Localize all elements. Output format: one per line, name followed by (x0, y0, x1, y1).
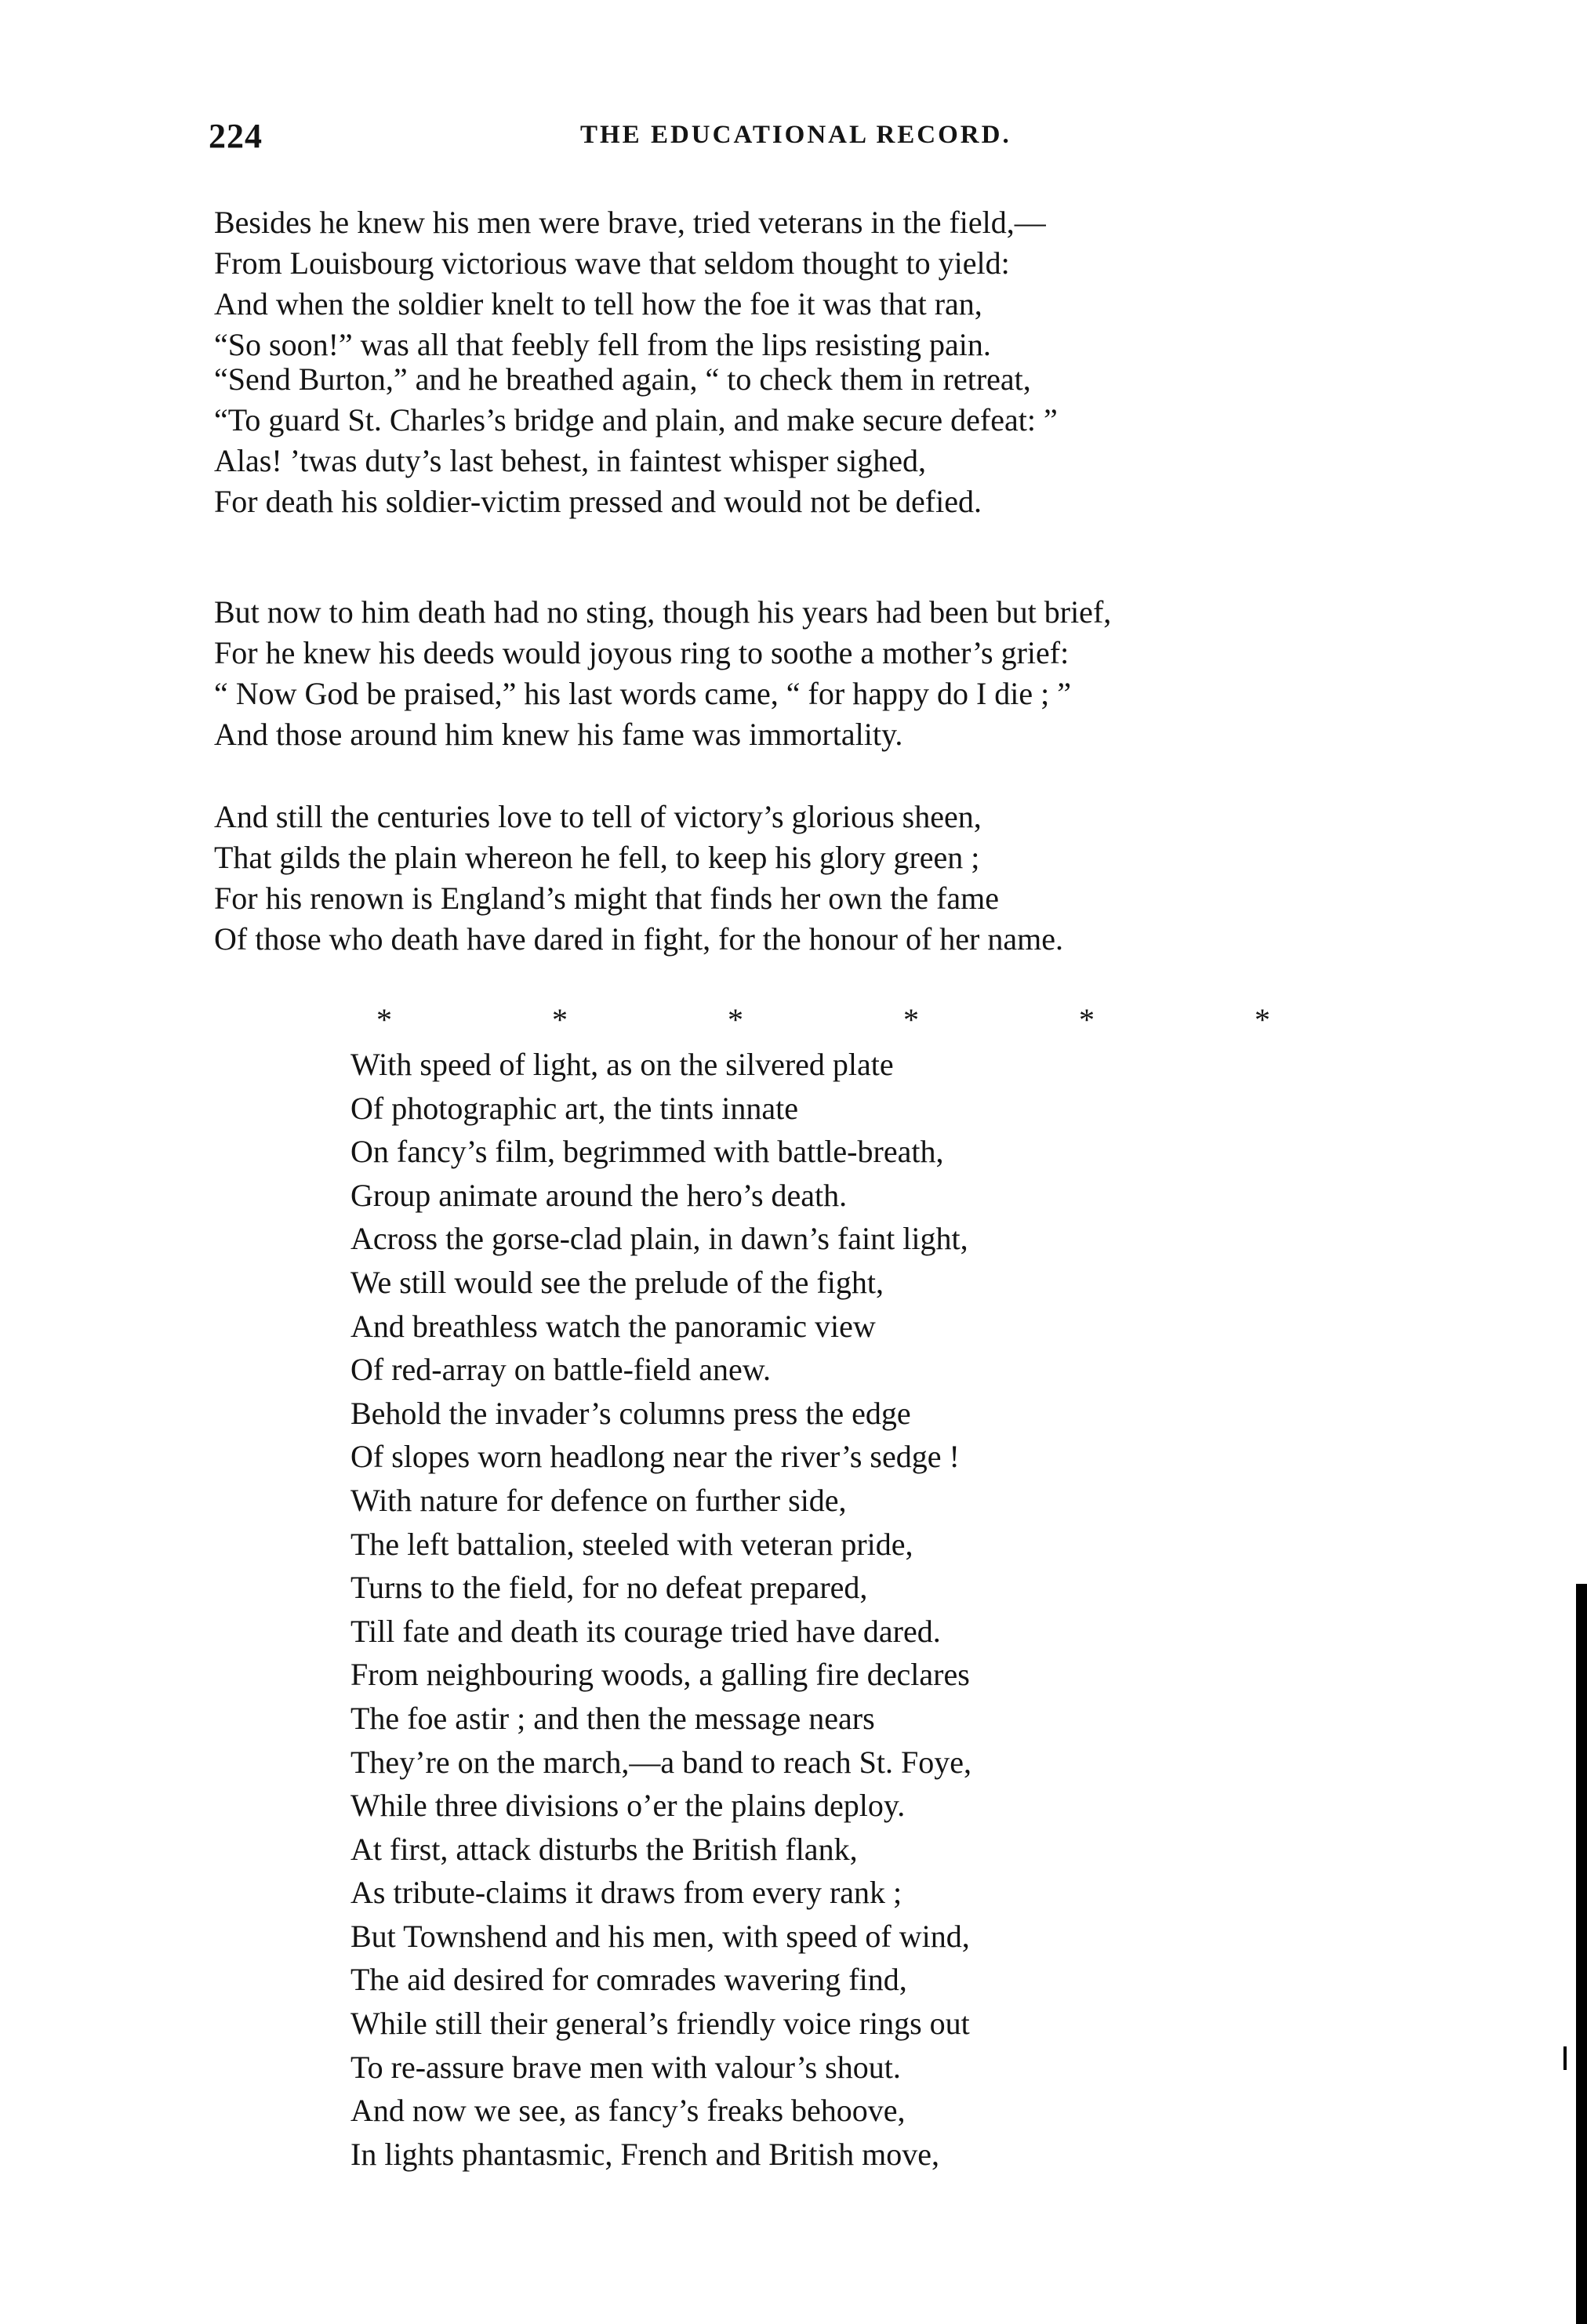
stanza-4 (214, 797, 1437, 960)
separator-star: * (376, 1002, 392, 1037)
verse-line: Besides he knew his men were brave, tried veterans in the field,— (214, 205, 1046, 240)
verse-line: We still would see the prelude of the fight, (350, 1264, 884, 1300)
verse-line: The aid desired for comrades wavering find, (350, 1962, 907, 1998)
scan-mark (1563, 2046, 1567, 2070)
verse-line: Alas! ’twas duty’s last behest, in faintest whisper sighed, (214, 443, 927, 478)
verse-line: For his renown is England’s might that finds her own the fame (214, 881, 999, 916)
verse-line: From Louisbourg victorious wave that seldom thought to yield: (214, 245, 1010, 281)
verse-line: “Send Burton,” and he breathed again, “ to check them in retreat, (214, 361, 1031, 397)
verse-line: With nature for defence on further side, (350, 1482, 847, 1518)
verse-line: With speed of light, as on the silvered plate (350, 1047, 894, 1082)
separator-star: * (1079, 1002, 1095, 1037)
verse-line: At first, attack disturbs the British flank, (350, 1831, 858, 1867)
verse-line: “So soon!” was all that feebly fell from the lips resisting pain. (214, 327, 991, 362)
verse-line: Of those who death have dared in fight, for the honour of her name. (214, 921, 1063, 957)
verse-line: “ Now God be praised,” his last words came, “ for happy do I die ; ” (214, 676, 1072, 711)
verse-line: For death his soldier-victim pressed and would not be defied. (214, 484, 982, 519)
verse-line: Of slopes worn headlong near the river’s sedge ! (350, 1439, 960, 1475)
verse-line: Turns to the field, for no defeat prepared, (350, 1570, 868, 1606)
verse-line: That gilds the plain whereon he fell, to keep his glory green ; (214, 840, 980, 875)
verse-line: And those around him knew his fame was immortality. (214, 717, 903, 752)
verse-line: Behold the invader’s columns press the edge (350, 1395, 911, 1431)
verse-line: The left battalion, steeled with veteran pride, (350, 1526, 913, 1562)
separator-star: * (1255, 1002, 1270, 1037)
verse-line: “To guard St. Charles’s bridge and plain, and make secure defeat: ” (214, 402, 1058, 438)
verse-line: Across the gorse-clad plain, in dawn’s faint light, (350, 1221, 968, 1257)
verse-line: They’re on the march,—a band to reach St. Foye, (350, 1744, 971, 1780)
section-separator (376, 1000, 1270, 1040)
verse-line: While still their general’s friendly voice rings out (350, 2006, 970, 2042)
scan-edge (1576, 1584, 1587, 2324)
verse-line: But now to him death had no sting, though his years had been but brief, (214, 594, 1112, 630)
verse-line: In lights phantasmic, French and British move, (350, 2136, 939, 2172)
verse-line: As tribute-claims it draws from every rank ; (350, 1875, 902, 1911)
verse-line: On fancy’s film, begrimmed with battle-breath, (350, 1134, 944, 1170)
verse-line: From neighbouring woods, a galling fire declares (350, 1657, 970, 1693)
verse-line: But Townshend and his men, with speed of wind, (350, 1918, 970, 1954)
verse-line: Till fate and death its courage tried have dared. (350, 1613, 941, 1649)
verse-line: While three divisions o’er the plains deploy. (350, 1788, 906, 1824)
verse-line: For he knew his deeds would joyous ring to soothe a mother’s grief: (214, 635, 1070, 670)
stanza-2 (214, 359, 1437, 522)
verse-line: And when the soldier knelt to tell how the foe it was that ran, (214, 286, 982, 321)
verse-line: And now we see, as fancy’s freaks behoove, (350, 2093, 906, 2129)
stanza-3 (214, 592, 1437, 755)
page-number: 224 (209, 117, 263, 155)
verse-line: Group animate around the hero’s death. (350, 1177, 848, 1213)
separator-star: * (552, 1002, 568, 1037)
long-poem (350, 1043, 1370, 2176)
verse-line: And breathless watch the panoramic view (350, 1308, 876, 1344)
verse-line: The foe astir ; and then the message nears (350, 1700, 875, 1736)
stanza-1 (214, 202, 1437, 365)
verse-line: Of red-array on battle-field anew. (350, 1352, 772, 1388)
running-head: THE EDUCATIONAL RECORD. (580, 121, 1011, 149)
separator-star: * (903, 1002, 919, 1037)
verse-line: To re-assure brave men with valour’s shout. (350, 2049, 901, 2085)
verse-line: And still the centuries love to tell of victory’s glorious sheen, (214, 799, 982, 834)
page-header (209, 116, 1149, 163)
verse-line: Of photographic art, the tints innate (350, 1090, 798, 1126)
separator-star: * (728, 1002, 743, 1037)
